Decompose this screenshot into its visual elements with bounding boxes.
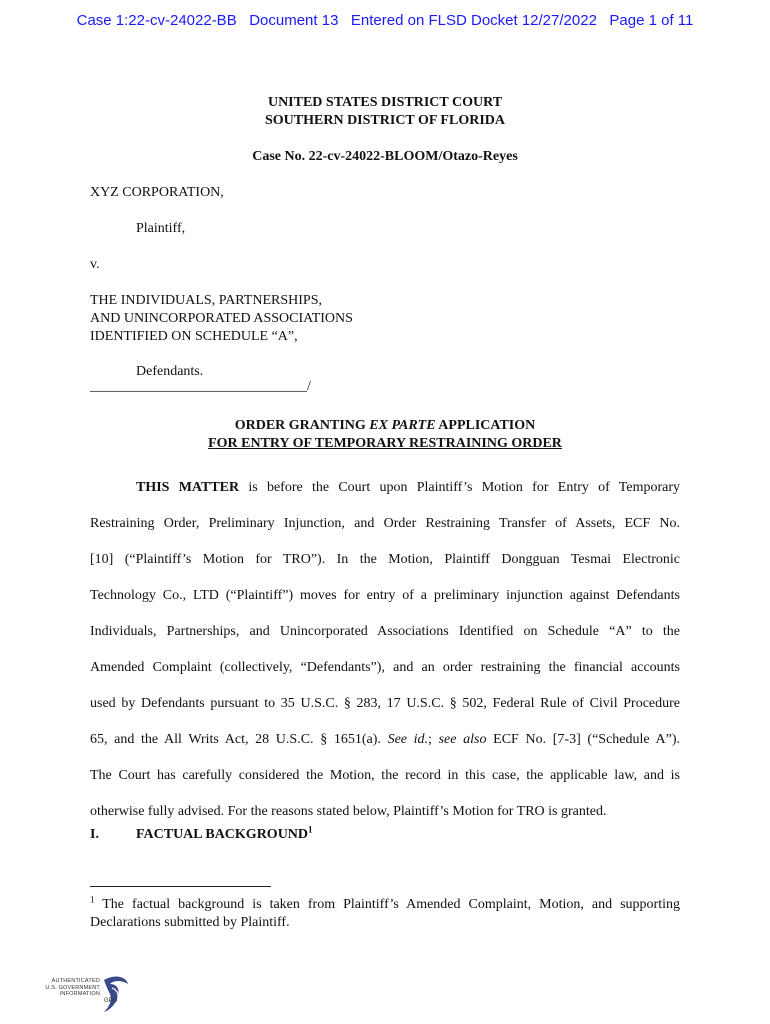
case-number: Case No. 22-cv-24022-BLOOM/Otazo-Reyes: [252, 149, 518, 164]
body-line: [90, 722, 680, 758]
body-text: ECF No. [7-3] (“Schedule A”).: [486, 732, 680, 747]
body-line: Amended Complaint (collectively, “Defendants”), and an order restraining the financial accounts: [90, 660, 680, 675]
court-district: SOUTHERN DISTRICT OF FLORIDA: [265, 113, 505, 128]
defendant-line: AND UNINCORPORATED ASSOCIATIONS: [90, 311, 353, 326]
body-text: ;: [428, 732, 439, 747]
seal-line: AUTHENTICATED: [51, 978, 100, 984]
order-title-post: APPLICATION: [435, 418, 536, 433]
footnote-ref: 1: [308, 824, 313, 835]
body-line: Individuals, Partnerships, and Unincorporated Associations Identified on Schedule “A” to the: [90, 624, 680, 639]
defendant-role: Defendants.: [136, 364, 204, 379]
footnote-divider: [90, 886, 271, 887]
section-heading: [90, 826, 313, 844]
body-line: otherwise fully advised. For the reasons stated below, Plaintiff’s Motion for TRO is granted.: [90, 804, 607, 819]
section-number: I.: [90, 827, 99, 842]
footnote-marker: 1: [90, 894, 95, 905]
body-line: Restraining Order, Preliminary Injunction, and Order Restraining Transfer of Assets, ECF No.: [90, 516, 680, 531]
versus: v.: [90, 257, 100, 272]
citation-italic: see also: [438, 732, 487, 747]
caption-separator: _______________________________/: [90, 379, 311, 394]
order-title-line2: FOR ENTRY OF TEMPORARY RESTRAINING ORDER: [208, 436, 562, 451]
plaintiff-name: XYZ CORPORATION,: [90, 185, 224, 200]
court-name: UNITED STATES DISTRICT COURT: [267, 95, 503, 110]
defendant-names: [90, 292, 353, 346]
body-paragraph: [90, 470, 680, 830]
footnote: [90, 896, 680, 932]
footnote-text: The factual background is taken from Plaintiff’s Amended Complaint, Motion, and supporting Declarations submitted by Plaintiff.: [90, 897, 680, 930]
seal-text: [42, 978, 100, 998]
order-title-italic: EX PARTE: [369, 418, 436, 433]
body-line: Technology Co., LTD (“Plaintiff”) moves for entry of a preliminary injunction against Defendants: [90, 588, 680, 603]
body-line: The Court has carefully considered the Motion, the record in this case, the applicable law, and is: [90, 768, 680, 783]
order-title-pre: ORDER GRANTING: [234, 418, 370, 433]
body-line: [10] (“Plaintiff’s Motion for TRO”). In the Motion, Plaintiff Dongguan Tesmai Electronic: [90, 552, 680, 567]
defendant-line: IDENTIFIED ON SCHEDULE “A”,: [90, 329, 298, 344]
defendant-line: THE INDIVIDUALS, PARTNERSHIPS,: [90, 293, 322, 308]
docket-header: Case 1:22-cv-24022-BB Document 13 Entered on FLSD Docket 12/27/2022 Page 1 of 11: [76, 12, 694, 29]
eagle-icon: [100, 974, 130, 1014]
citation-italic: See id.: [387, 732, 429, 747]
body-line: [90, 470, 680, 506]
gpo-authentication-seal: [42, 972, 132, 1016]
seal-line: INFORMATION: [59, 991, 100, 997]
gpo-label: GPO: [104, 998, 118, 1004]
seal-line: U.S. GOVERNMENT: [45, 984, 100, 991]
section-title: FACTUAL BACKGROUND: [136, 827, 309, 842]
body-line: used by Defendants pursuant to 35 U.S.C. § 283, 17 U.S.C. § 502, Federal Rule of Civil Procedure: [90, 696, 680, 711]
lead-bold: THIS MATTER: [136, 480, 240, 495]
body-text: 65, and the All Writs Act, 28 U.S.C. § 1651(a).: [90, 732, 388, 747]
plaintiff-role: Plaintiff,: [136, 221, 186, 236]
body-text: is before the Court upon Plaintiff’s Motion for Entry of Temporary: [239, 480, 680, 495]
order-title-line1: [0, 417, 770, 435]
